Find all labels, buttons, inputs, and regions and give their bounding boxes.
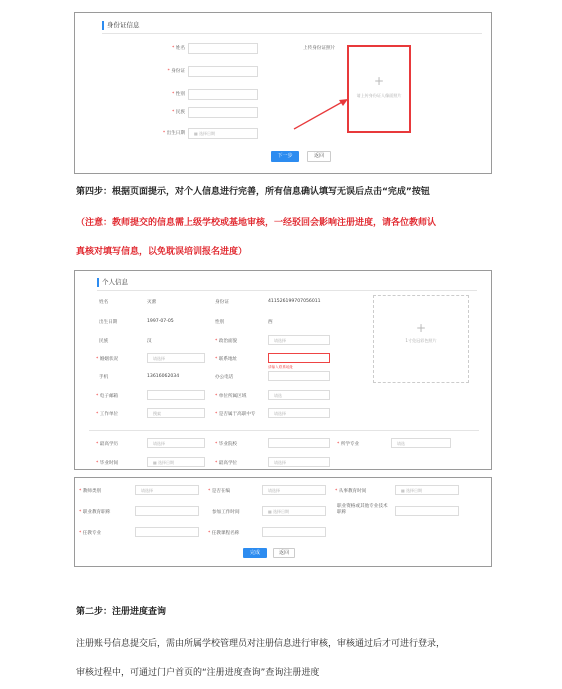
id-card-title: 身份证信息 [102, 21, 140, 30]
plus-icon: + [373, 74, 385, 88]
id-input[interactable] [188, 66, 258, 77]
address-label: * 联系地址 [215, 357, 238, 362]
vocational-label: * 是否属于高职中专 [215, 412, 256, 417]
phone-label: 手机 [99, 375, 109, 380]
top-degree-select[interactable]: 请选择 [268, 457, 330, 467]
id-value: 411526199707056011 [268, 299, 321, 304]
staff-label: * 是否在编 [208, 489, 231, 494]
calendar-icon: ▦ [194, 131, 198, 136]
work-unit-search[interactable]: 搜索 [147, 408, 205, 418]
id-label: * 身份证 [167, 69, 185, 74]
nation-input[interactable] [188, 107, 258, 118]
birth-label: 出生日期 [99, 320, 118, 325]
degree-label: * 最高学历 [96, 442, 119, 447]
calendar-icon: ▦ [401, 488, 405, 493]
name-input[interactable] [188, 43, 258, 54]
step2-line1: 注册账号信息提交后，需由所属学校管理员对注册信息进行审核，审核通过后才可进行登录， [76, 639, 446, 649]
major-select[interactable]: 请选 [391, 438, 451, 448]
personal-title: 个人信息 [97, 278, 128, 287]
political-label: * 政治面貌 [215, 339, 238, 344]
step4-note-line2: 真核对填写信息，以免耽误培训报名进度） [76, 247, 248, 257]
subject-input[interactable] [135, 527, 199, 537]
photo-upload[interactable] [373, 295, 469, 383]
course-label: * 任教课程名称 [208, 531, 240, 536]
region-select[interactable]: 请选 [268, 390, 330, 400]
subject-label: * 任教专业 [79, 531, 102, 536]
grad-time-input[interactable]: ▦ 选择日期 [147, 457, 205, 467]
marital-select[interactable]: 请选择 [147, 353, 205, 363]
email-label: * 电子邮箱 [96, 394, 119, 399]
plus-icon: + [415, 321, 427, 335]
teacher-type-label: * 教师类别 [79, 489, 102, 494]
name-label: 姓名 [99, 300, 109, 305]
name-label: * 姓名 [172, 46, 185, 51]
cert-input[interactable] [395, 506, 459, 516]
upload-label: 上传身份证照片 [303, 46, 336, 51]
gender-label: * 性别 [172, 92, 185, 97]
photo-hint: 1寸免冠彩色照片 [405, 338, 437, 343]
nation-label: 民族 [99, 339, 109, 344]
vocational-title-input[interactable] [135, 506, 199, 516]
calendar-icon: ▦ [268, 509, 272, 514]
divider [97, 290, 477, 291]
arrow-annotation [290, 93, 350, 133]
next-button[interactable]: 下一步 [271, 151, 299, 162]
divider [102, 33, 482, 34]
vocational-title-label: * 职业教育职称 [79, 510, 111, 515]
region-label: * 单位所属区域 [215, 394, 247, 399]
work-time-input[interactable]: ▦ 选择日期 [262, 506, 326, 516]
nation-label: * 民族 [172, 110, 185, 115]
school-label: * 毕业院校 [215, 442, 238, 447]
gender-label: 性别 [215, 320, 225, 325]
address-error: 请输入联系地址 [268, 365, 294, 369]
step4-note-line1: （注意：教师提交的信息需上级学校或基地审核，一经驳回会影响注册进度，请各位教师认 [76, 218, 437, 228]
nation-value: 汉 [147, 339, 152, 344]
step4-text: 第四步：根据页面提示，对个人信息进行完善，所有信息确认填写无误后点击“完成”按钮 [76, 187, 430, 197]
name-value: 灭蕾 [147, 300, 157, 305]
gender-input[interactable] [188, 89, 258, 100]
id-label: 身份证 [215, 300, 229, 305]
work-info-panel [74, 477, 492, 567]
birth-value: 1997-07-05 [147, 319, 174, 324]
gender-value: 西 [268, 320, 273, 325]
id-card-panel [74, 12, 492, 174]
id-photo-upload[interactable] [347, 45, 411, 133]
divider [89, 430, 479, 431]
top-degree-label: * 最高学位 [215, 461, 238, 466]
school-input[interactable] [268, 438, 330, 448]
birth-label: * 出生日期 [162, 131, 185, 136]
vocational-select[interactable]: 请选择 [268, 408, 330, 418]
back-button[interactable]: 返回 [307, 151, 331, 162]
marital-label: * 婚姻状况 [96, 357, 119, 362]
email-input[interactable] [147, 390, 205, 400]
birth-date-input[interactable]: ▦ 选择日期 [188, 128, 258, 139]
work-unit-label: * 工作单位 [96, 412, 119, 417]
major-label: * 所学专业 [337, 442, 360, 447]
calendar-icon: ▦ [153, 460, 157, 465]
step2-title: 第二步：注册进度查询 [76, 607, 167, 617]
edu-time-input[interactable]: ▦ 选择日期 [395, 485, 459, 495]
staff-select[interactable]: 请选择 [262, 485, 326, 495]
grad-time-label: * 毕业时间 [96, 461, 119, 466]
office-phone-input[interactable] [268, 371, 330, 381]
edu-time-label: * 从事教育时间 [335, 489, 367, 494]
cert-label: 职业资格或其他专业技术职称 [337, 504, 388, 515]
political-select[interactable]: 请选择 [268, 335, 330, 345]
degree-select[interactable]: 请选择 [147, 438, 205, 448]
work-time-label: 参加工作时间 [212, 510, 240, 515]
teacher-type-select[interactable]: 请选择 [135, 485, 199, 495]
course-input[interactable] [262, 527, 326, 537]
back-button[interactable]: 返回 [273, 548, 295, 558]
upload-hint: 请上传身份证人像面照片 [356, 93, 402, 98]
finish-button[interactable]: 完成 [243, 548, 267, 558]
office-phone-label: 办公电话 [215, 375, 234, 380]
personal-info-panel [74, 270, 492, 470]
address-input[interactable] [268, 353, 330, 363]
phone-value: 13616062034 [147, 374, 180, 379]
step2-line2: 审核过程中，可通过门户首页的“注册进度查询”查询注册进度 [76, 668, 320, 678]
